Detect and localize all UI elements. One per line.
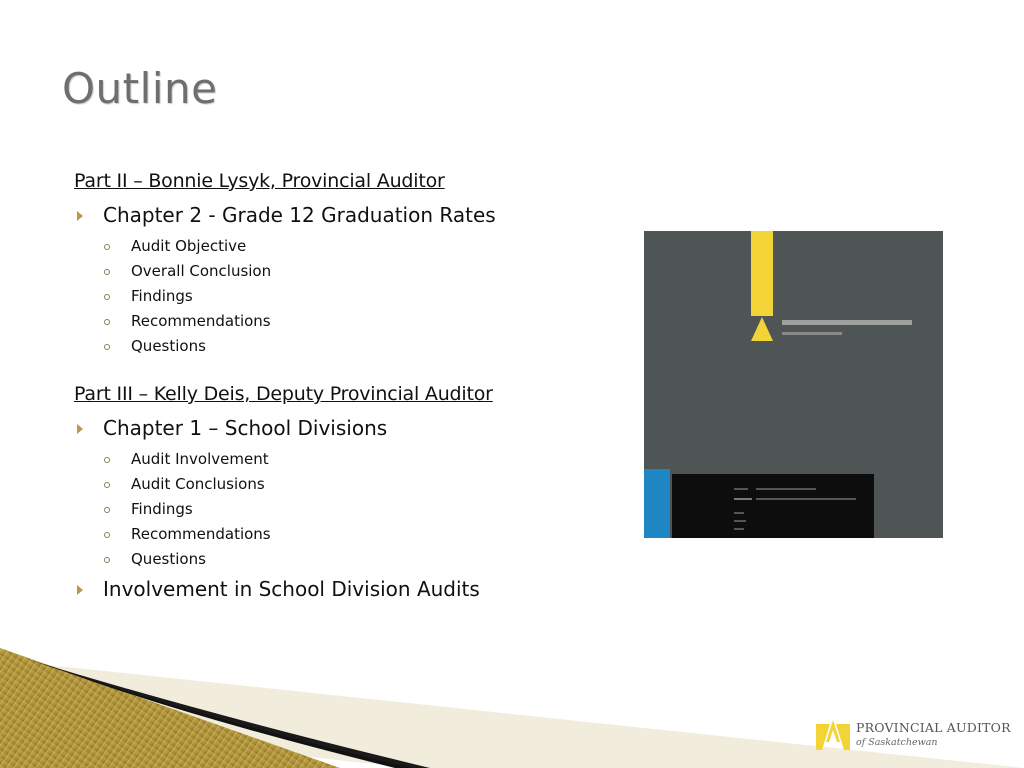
outline-subitem-label: Audit Objective: [131, 237, 247, 255]
outline-subitem-label: Audit Involvement: [131, 450, 269, 468]
cover-black-panel: [672, 474, 874, 538]
outline-subitem: [74, 497, 614, 522]
cover-yellow-strip: [751, 231, 773, 316]
circle-bullet-icon: [104, 557, 110, 563]
outline-item-chapter-1: [74, 415, 614, 441]
outline-subitem: [74, 259, 614, 284]
circle-bullet-icon: [104, 244, 110, 250]
outline-subitem-label: Recommendations: [131, 312, 271, 330]
circle-bullet-icon: [104, 482, 110, 488]
triangle-bullet-icon: [77, 424, 83, 434]
cover-title-text: [782, 320, 912, 325]
footer-logo-subtitle: of Saskatchewan: [856, 737, 938, 748]
circle-bullet-icon: [104, 269, 110, 275]
outline-item-label: Chapter 2 - Grade 12 Graduation Rates: [103, 203, 496, 227]
circle-bullet-icon: [104, 457, 110, 463]
footer-logo: [816, 718, 1011, 754]
outline-subitem-label: Questions: [131, 550, 206, 568]
outline-subitem: [74, 284, 614, 309]
outline-content: [74, 170, 614, 608]
outline-subitem-label: Findings: [131, 287, 193, 305]
outline-subitem-label: Recommendations: [131, 525, 271, 543]
outline-subitem-label: Findings: [131, 500, 193, 518]
section-heading-part-iii: Part III – Kelly Deis, Deputy Provincial Auditor: [74, 383, 493, 405]
circle-bullet-icon: [104, 507, 110, 513]
report-cover-image: [644, 231, 943, 538]
footer-logo-name: PROVINCIAL AUDITOR: [856, 720, 1011, 735]
outline-item-school-division-audits: [74, 576, 614, 602]
cover-subtitle-text: [782, 332, 842, 335]
outline-item-label: Chapter 1 – School Divisions: [103, 416, 388, 440]
circle-bullet-icon: [104, 532, 110, 538]
outline-item-label: Involvement in School Division Audits: [103, 577, 480, 601]
outline-subitem-label: Questions: [131, 337, 206, 355]
outline-subitem: [74, 334, 614, 359]
cover-logo-icon: [751, 317, 773, 341]
outline-subitem: [74, 234, 614, 259]
outline-subitem: [74, 447, 614, 472]
outline-subitem-label: Overall Conclusion: [131, 262, 272, 280]
triangle-bullet-icon: [77, 211, 83, 221]
outline-subitem: [74, 309, 614, 334]
circle-bullet-icon: [104, 294, 110, 300]
outline-subitem: [74, 522, 614, 547]
circle-bullet-icon: [104, 344, 110, 350]
section-heading-part-ii: Part II – Bonnie Lysyk, Provincial Auditor: [74, 170, 445, 192]
triangle-bullet-icon: [77, 585, 83, 595]
outline-subitem-label: Audit Conclusions: [131, 475, 265, 493]
circle-bullet-icon: [104, 319, 110, 325]
outline-subitem: [74, 547, 614, 572]
cover-blue-tab: [644, 469, 670, 538]
provincial-auditor-logo-icon: [816, 720, 850, 750]
outline-subitem: [74, 472, 614, 497]
outline-item-chapter-2: [74, 202, 614, 228]
slide-title: Outline: [62, 64, 218, 113]
